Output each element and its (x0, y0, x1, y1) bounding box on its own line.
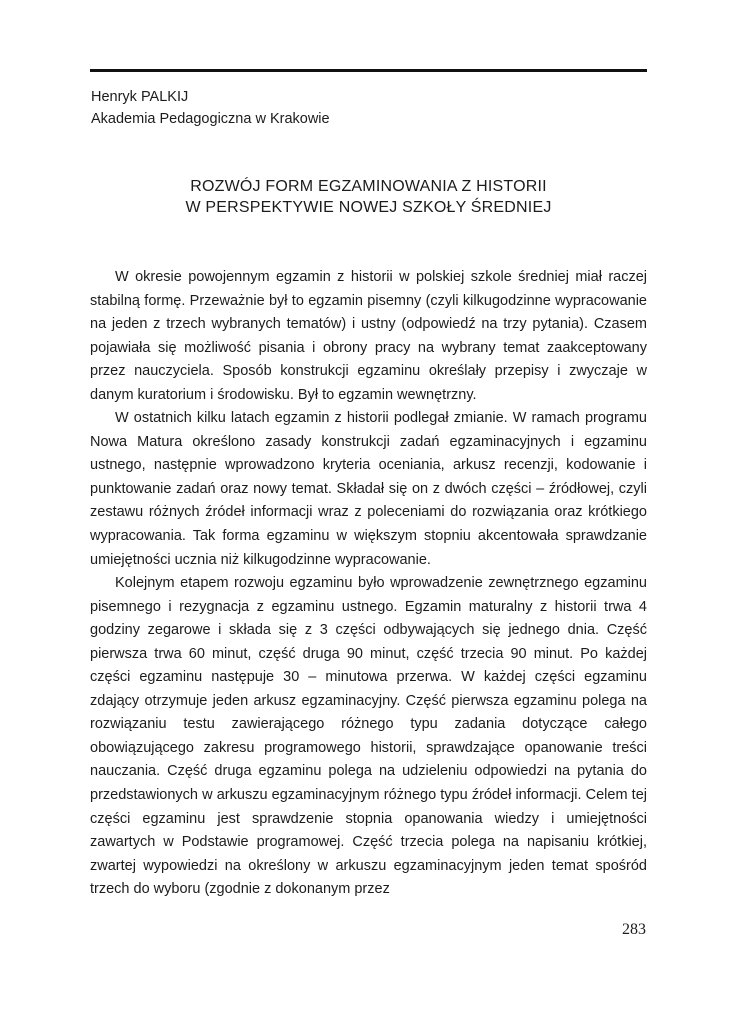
header-rule (90, 69, 647, 72)
author-affiliation: Akademia Pedagogiczna w Krakowie (91, 111, 330, 127)
page-number: 283 (622, 921, 646, 938)
title-line-2: W PERSPEKTYWIE NOWEJ SZKOŁY ŚREDNIEJ (185, 199, 552, 216)
author-block (91, 86, 330, 130)
article-body (90, 266, 647, 902)
article-title (90, 176, 647, 218)
paragraph-1: W okresie powojennym egzamin z historii w polskiej szkole średniej miał raczej stabilną formę. Przeważnie był to egzamin pisemny (czyli kilkugodzinne wypracowanie na jeden z trzech wybranych tematów) i ustny (odpowiedź na trzy pytania). Czasem pojawiała się możliwość pisania i obrony pracy na wybrany temat zaakceptowany przez nauczyciela. Sposób konstrukcji egzaminu określały przepisy i zwyczaje w danym kuratorium i środowisku. Był to egzamin wewnętrzny. (90, 269, 647, 403)
title-line-1: ROZWÓJ FORM EGZAMINOWANIA Z HISTORII (190, 178, 547, 195)
author-name: Henryk PALKIJ (91, 89, 189, 105)
paragraph-3: Kolejnym etapem rozwoju egzaminu było wprowadzenie zewnętrznego egzaminu pisemnego i rezygnacja z egzaminu ustnego. Egzamin maturalny z historii trwa 4 godziny zegarowe i składa się z 3 części odbywających się jednego dnia. Część pierwsza trwa 60 minut, część druga 90 minut, część trzecia 90 minut. Po każdej części egzaminu następuje 30 – minutowa przerwa. W każdej części egzaminu zdający otrzymuje jeden arkusz egzaminacyjny. Część pierwsza egzaminu polega na rozwiązaniu testu zawierającego różnego typu zadania dotyczące całego obowiązującego zakresu programowego historii, sprawdzające opanowanie treści nauczania. Część druga egzaminu polega na udzieleniu odpowiedzi na pytania do przedstawionych w arkuszu egzaminacyjnym różnego typu źródeł informacji. Celem tej części egzaminu jest sprawdzenie stopnia opanowania wiedzy i umiejętności zawartych w Podstawie programowej. Część trzecia polega na napisaniu krótkiej, zwartej wypowiedzi na określony w arkuszu egzaminacyjnym jeden temat spośród trzech do wyboru (zgodnie z dokonanym przez (90, 575, 647, 898)
paragraph-2: W ostatnich kilku latach egzamin z historii podlegał zmianie. W ramach programu Nowa Matura określono zasady konstrukcji zadań egzaminacyjnych i egzaminu ustnego, następnie wprowadzono kryteria oceniania, arkusz recenzji, kodowanie i punktowanie zadań oraz nowy temat. Składał się on z dwóch części – źródłowej, czyli zestawu różnych źródeł informacji wraz z poleceniami do rozwiązania oraz krótkiego wypracowania. Tak forma egzaminu w większym stopniu akcentowała sprawdzanie umiejętności ucznia niż kilkugodzinne wypracowanie. (90, 410, 647, 568)
